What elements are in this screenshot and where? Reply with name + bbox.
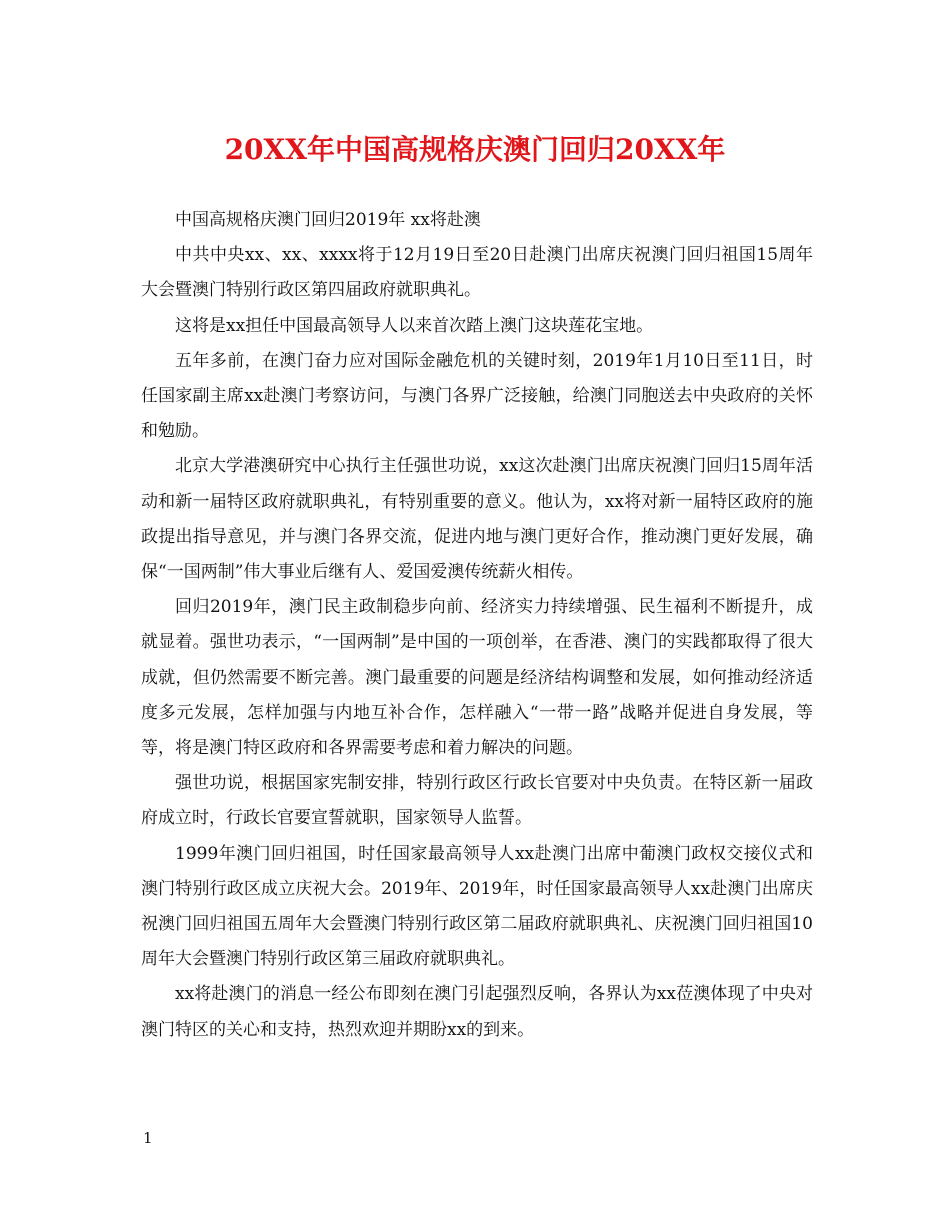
paragraph: 北京大学港澳研究中心执行主任强世功说，xx这次赴澳门出席庆祝澳门回归15周年活动和新一届特区政府就职典礼，有特别重要的意义。他认为，xx将对新一届特区政府的施政提出指导意见，并与澳门各界交流，促进内地与澳门更好合作，推动澳门更好发展，确保“一国两制”伟大事业后继有人、爱国爱澳传统薪火相传。 [141,456,813,583]
paragraph: xx将赴澳门的消息一经公布即刻在澳门引起强烈反响，各界认为xx莅澳体现了中央对澳门特区的关心和支持，热烈欢迎并期盼xx的到来。 [141,984,813,1040]
document-body [141,203,813,1048]
paragraph: 中国高规格庆澳门回归2019年 xx将赴澳 [175,210,481,230]
paragraph: 五年多前，在澳门奋力应对国际金融危机的关键时刻，2019年1月10日至11日，时任国家副主席xx赴澳门考察访问，与澳门各界广泛接触，给澳门同胞送去中央政府的关怀和勉励。 [141,350,813,442]
paragraph: 强世功说，根据国家宪制安排，特别行政区行政长官要对中央负责。在特区新一届政府成立时，行政长官要宣誓就职，国家领导人监誓。 [141,773,813,829]
paragraph: 1999年澳门回归祖国，时任国家最高领导人xx赴澳门出席中葡澳门政权交接仪式和澳门特别行政区成立庆祝大会。2019年、2019年，时任国家最高领导人xx赴澳门出席庆祝澳门回归祖国五周年大会暨澳门特别行政区第二届政府就职典礼、庆祝澳门回归祖国10周年大会暨澳门特别行政区第三届政府就职典礼。 [141,843,813,970]
document-title: 20XX年中国高规格庆澳门回归20XX年 [224,133,726,166]
paragraph: 这将是xx担任中国最高领导人以来首次踏上澳门这块莲花宝地。 [175,315,654,336]
page-number: 1 [143,1129,153,1147]
paragraph: 中共中央xx、xx、xxxx将于12月19日至20日赴澳门出席庆祝澳门回归祖国15周年大会暨澳门特别行政区第四届政府就职典礼。 [141,245,813,301]
paragraph: 回归2019年，澳门民主政制稳步向前、经济实力持续增强、民生福利不断提升，成就显着。强世功表示，“一国两制”是中国的一项创举，在香港、澳门的实践都取得了很大成就，但仍然需要不断完善。澳门最重要的问题是经济结构调整和发展，如何推动经济适度多元发展，怎样加强与内地互补合作，怎样融入“一带一路”战略并促进自身发展，等等，将是澳门特区政府和各界需要考虑和着力解决的问题。 [141,597,813,759]
